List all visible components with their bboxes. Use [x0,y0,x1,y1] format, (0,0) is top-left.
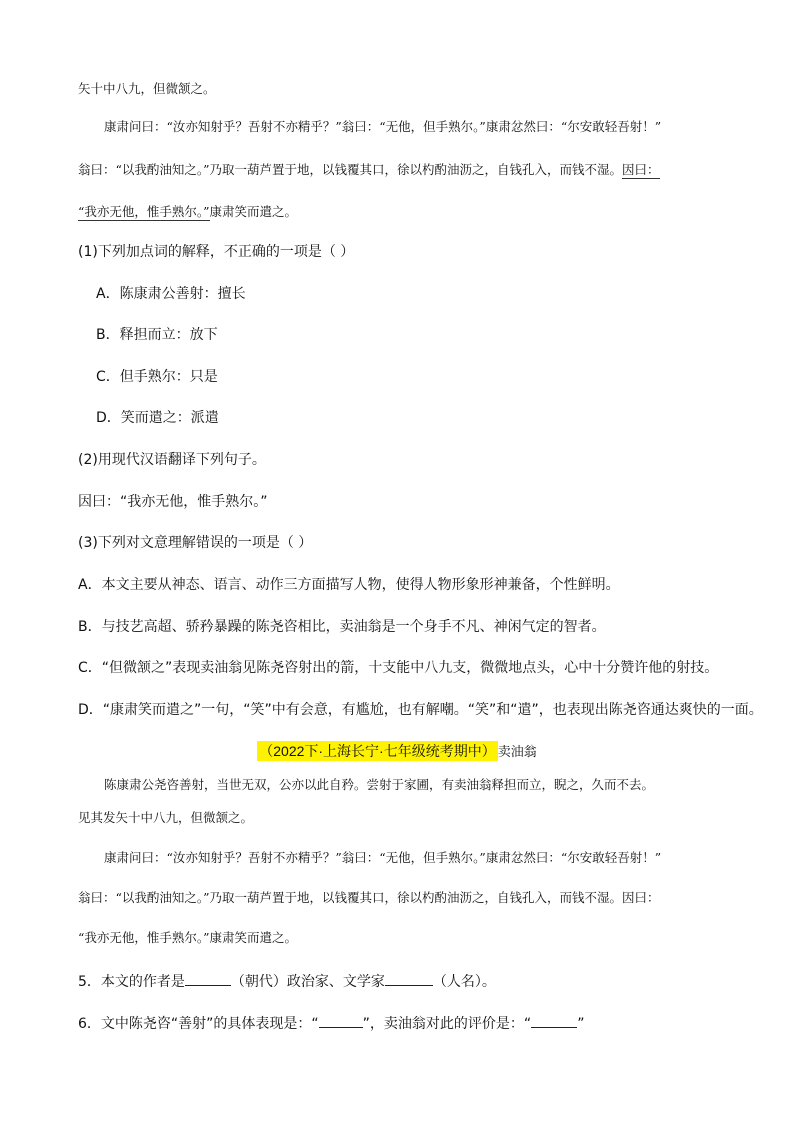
q5-text-c: （人名）。 [432,974,496,990]
q1-option-c: C．但手熟尔：只是 [96,369,218,385]
q1-option-d: D．笑而遣之：派遣 [96,410,219,426]
q6-text-b: ”，卖油翁对此的评价是：“ [362,1016,532,1032]
passage2-line5: “我亦无他，惟手熟尔。”康肃笑而遣之。 [78,930,298,945]
q1-option-a: A．陈康肃公善射：擅长 [96,286,246,302]
q6 [78,1013,584,1034]
q5-text-b: （朝代）政治家、文学家 [230,974,385,990]
underlined-sentence: “我亦无他，惟手熟尔。” [78,204,210,219]
passage2-line4: 翁曰：“以我酌油知之。”乃取一葫芦置于地，以钱覆其口，徐以杓酌油沥之，自钱孔入，而钱不湿。因曰： [78,890,660,905]
q1-stem: (1)下列加点词的解释，不正确的一项是（ ） [78,244,355,260]
section-title: 卖油翁 [497,745,537,760]
q2-sentence: 因曰：“我亦无他，惟手熟尔。” [78,494,268,510]
passage2-line1: 陈康肃公尧咨善射，当世无双，公亦以此自矜。尝射于家圃，有卖油翁释担而立，睨之，久而不去。 [104,777,655,792]
passage1-line3 [78,160,660,180]
section-heading [0,741,794,763]
q6-text-c: ” [577,1016,585,1032]
q6-blank-evaluation[interactable] [531,1013,577,1028]
passage1-line1: 矢十中八九，但微颔之。 [78,81,216,96]
q3-stem: (3)下列对文意理解错误的一项是（ ） [78,535,313,551]
q1-option-b: B．释担而立：放下 [96,327,218,343]
passage1-line3-text: 翁曰：“以我酌油知之。”乃取一葫芦置于地，以钱覆其口，徐以杓酌油沥之，自钱孔入，而钱不湿。 [78,162,623,177]
source-tag: （2022下·上海长宁·七年级统考期中） [259,743,496,759]
passage1-line4-rest: 康肃笑而遣之。 [209,204,298,219]
q3-option-b: B．与技艺高超、骄矜暴躁的陈尧咨相比，卖油翁是一个身手不凡、神闲气定的智者。 [78,619,606,635]
q5-blank-author[interactable] [385,971,433,986]
passage2-line3: 康肃问曰：“汝亦知射乎？吾射不亦精乎？”翁曰：“无他，但手熟尔。”康肃忿然曰：“尔安敢轻吾射！” [104,850,662,865]
passage1-line2: 康肃问曰：“汝亦知射乎？吾射不亦精乎？”翁曰：“无他，但手熟尔。”康肃忿然曰：“尔安敢轻吾射！” [104,119,662,134]
q3-option-a: A．本文主要从神态、语言、动作三方面描写人物，使得人物形象形神兼备，个性鲜明。 [78,577,620,593]
q2-stem: (2)用现代汉语翻译下列句子。 [78,452,266,468]
q6-text-a: 6．文中陈尧咨“善射”的具体表现是：“ [78,1016,319,1032]
q5-text-a: 5．本文的作者是 [78,974,185,990]
q6-blank-performance[interactable] [319,1013,363,1028]
passage1-line4 [78,202,297,222]
q3-option-d: D．“康肃笑而遣之”一句，“笑”中有会意，有尴尬，也有解嘲。“笑”和“遣”，也表现出陈尧咨通达爽快的一面。 [78,702,763,718]
underlined-phrase: 因曰： [622,162,660,177]
q5-blank-dynasty[interactable] [185,971,231,986]
passage2-line2: 见其发矢十中八九，但微颔之。 [78,810,254,825]
q3-option-c: C．“但微颔之”表现卖油翁见陈尧咨射出的箭，十支能中八九支，微微地点头，心中十分赞许他的射技。 [78,660,719,676]
q5 [78,971,496,992]
